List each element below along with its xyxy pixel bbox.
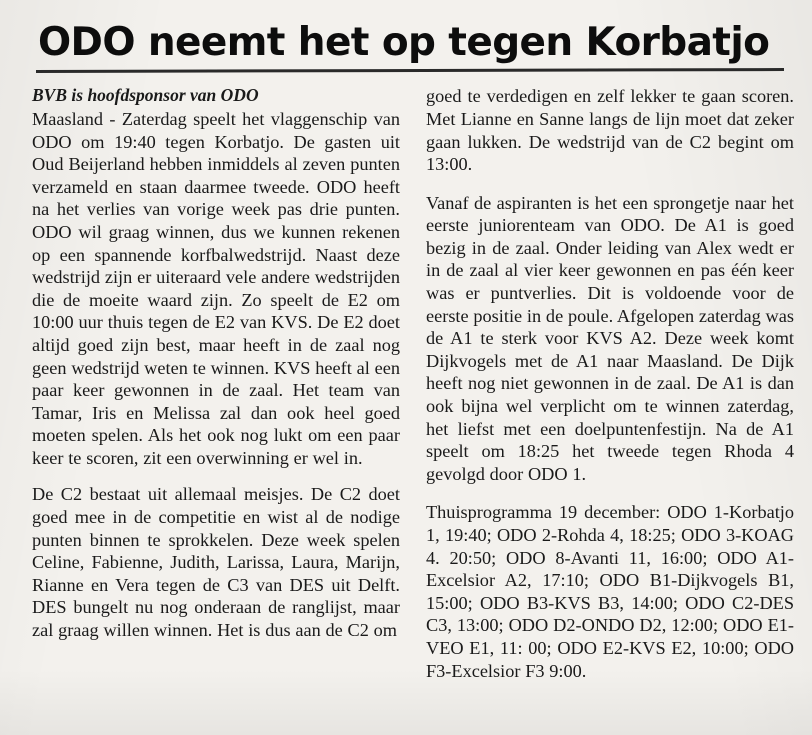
column-right xyxy=(426,85,794,698)
paragraph: Vanaf de aspiranten is het een sprongetje naar het eerste juniorenteam van ODO. De A1 is goed bezig in de zaal. Onder leiding van Alex wedt er in de zaal al vier keer gewonnen en pas één keer was er puntverlies. Dit is voldoende voor de eerste positie in de poule. Afgelopen zaterdag was de A1 te sterk voor KVS A2. Deze week komt Dijkvogels met de A1 naar Maasland. De Dijk heeft nog niet gewonnen in de zaal. De A1 is dan ook bijna wel verplicht om te winnen zaterdag, het liefst met een doelpuntenfestijn. Na de A1 speelt om 18:25 het tweede tegen Rhoda 4 gevolgd door ODO 1. xyxy=(426,192,794,484)
paragraph: De C2 bestaat uit allemaal meisjes. De C2 doet goed mee in de competitie en wist al de nodige punten binnen te sprokkelen. Deze week spelen Celine, Fabienne, Judith, Larissa, Laura, Marijn, Rianne en Vera tegen de C3 van DES uit Delft. DES bungelt nu nog onderaan de ranglijst, maar zal graag willen winnen. Het is dus aan de C2 om xyxy=(32,484,400,641)
paragraph: Maasland - Zaterdag speelt het vlaggenschip van ODO om 19:40 tegen Korbatjo. De gasten uit Oud Beijerland hebben inmiddels al zeven punten verzameld en staan daarmee tweede. ODO heeft na het verlies van vorige week pas drie punten. ODO wil graag winnen, dus we kunnen rekenen op een spannende korfbalwedstrijd. Naast deze wedstrijd zijn er uiteraard vele andere wedstrijden die de moeite waard zijn. Zo speelt de E2 om 10:00 uur thuis tegen de E2 van KVS. De E2 doet altijd goed zijn best, maar heeft in de zaal nog geen wedstrijd weten te winnen. KVS heeft al een paar keer gewonnen in de zaal. Het team van Tamar, Iris en Melissa zal dan ook heel goed moeten spelen. Als het ook nog lukt om een paar keer te scoren, zit een overwinning er wel in. xyxy=(32,108,400,468)
fixtures-paragraph: Thuisprogramma 19 december: ODO 1-Korbatjo 1, 19:40; ODO 2-Rohda 4, 18:25; ODO 3-KOAG 4. 20:50; ODO 8-Avanti 11, 16:00; ODO A1-Excelsior A2, 17:10; ODO B1-Dijkvogels B1, 15:00; ODO B3-KVS B3, 14:00; ODO C2-DES C3, 13:00; ODO D2-ONDO D2, 12:00; ODO E1-VEO E1, 11: 00; ODO E2-KVS E2, 10:00; ODO F3-Excelsior F3 9:00. xyxy=(426,502,794,681)
standfirst: BVB is hoofdsponsor van ODO xyxy=(32,85,259,106)
article-columns xyxy=(32,85,794,698)
page-title: ODO neemt het op tegen Korbatjo xyxy=(38,20,770,65)
headline-divider xyxy=(36,68,784,73)
paragraph: goed te verdedigen en zelf lekker te gaan scoren. Met Lianne en Sanne langs de lijn moet dat zeker gaan lukken. De wedstrijd van de C2 begint om 13:00. xyxy=(426,86,794,175)
column-left xyxy=(32,85,400,698)
